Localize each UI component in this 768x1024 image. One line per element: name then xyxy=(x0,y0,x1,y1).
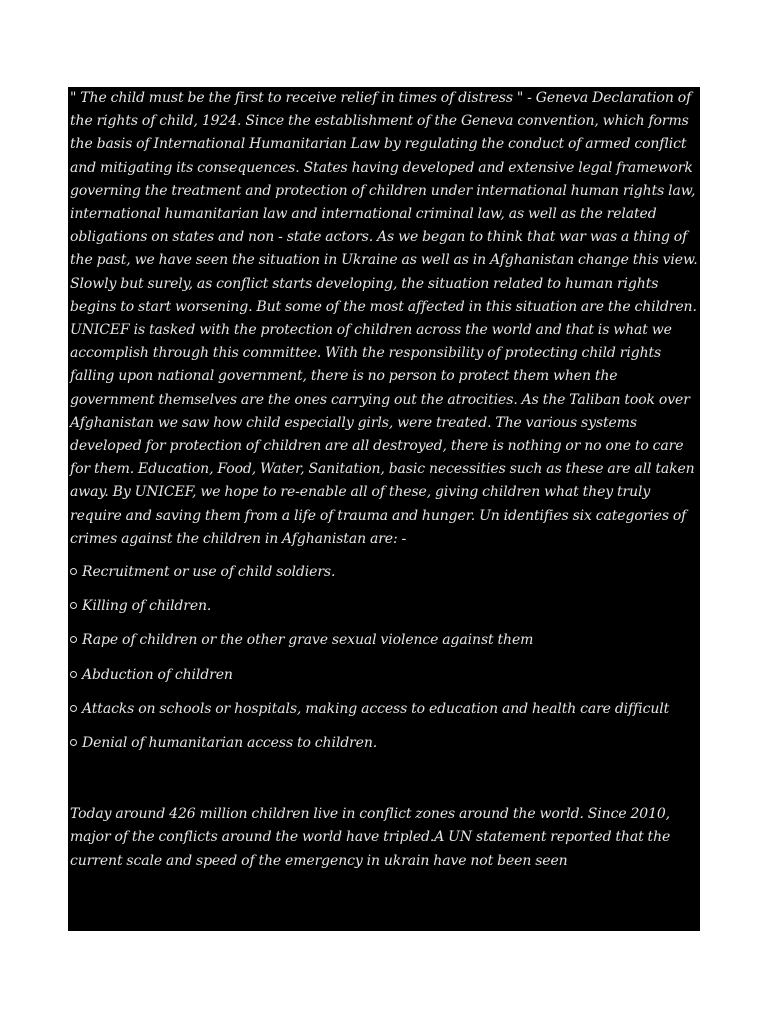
list-item-text: Recruitment or use of child soldiers. xyxy=(82,564,336,581)
bullet-circle-icon xyxy=(70,705,77,712)
list-item xyxy=(70,561,698,584)
crime-categories-list xyxy=(70,561,698,755)
list-item xyxy=(70,732,698,755)
intro-paragraph: " The child must be the first to receive relief in times of distress " - Geneva Declaration of the rights of child, 1924. Since the establishment of the Geneva convention, which forms the basis of International Humanitarian Law by regulating the conduct of armed conflict and mitigating its consequences. States having developed and extensive legal framework governing the treatment and protection of children under international human rights law, international humanitarian law and international criminal law, as well as the related obligations on states and non - state actors. As we began to think that war was a thing of the past, we have seen the situation in Ukraine as well as in Afghanistan change this view. Slowly but surely, as conflict starts developing, the situation related to human rights begins to start worsening. But some of the most affected in this situation are the children. UNICEF is tasked with the protection of children across the world and that is what we accomplish through this committee. With the responsibility of protecting child rights falling upon national government, there is no person to protect them when the government themselves are the ones carrying out the atrocities. As the Taliban took over Afghanistan we saw how child especially girls, were treated. The various systems developed for protection of children are all destroyed, there is nothing or no one to care for them. Education, Food, Water, Sanitation, basic necessities such as these are all taken away. By UNICEF, we hope to re-enable all of these, giving children what they truly require and saving them from a life of trauma and hunger. Un identifies six categories of crimes against the children in Afghanistan are: - xyxy=(70,90,698,547)
document-content xyxy=(68,87,700,873)
bullet-circle-icon xyxy=(70,568,77,575)
list-item-text: Killing of children. xyxy=(82,598,212,615)
list-item-text: Attacks on schools or hospitals, making access to education and health care difficult xyxy=(82,700,670,717)
bullet-circle-icon xyxy=(70,636,77,643)
bullet-circle-icon xyxy=(70,671,77,678)
bullet-circle-icon xyxy=(70,602,77,609)
document-panel xyxy=(68,87,700,931)
closing-paragraph: Today around 426 million children live in conflict zones around the world. Since 2010, major of the conflicts around the world have tripled.A UN statement reported that the current scale and speed of the emergency in ukrain have not been seen xyxy=(70,806,671,869)
list-item-text: Rape of children or the other grave sexual violence against them xyxy=(82,632,534,649)
list-item xyxy=(70,664,698,687)
bullet-circle-icon xyxy=(70,739,77,746)
list-item xyxy=(70,629,698,652)
list-item xyxy=(70,595,698,618)
list-item-text: Abduction of children xyxy=(82,666,233,683)
list-item xyxy=(70,698,698,721)
list-item-text: Denial of humanitarian access to children. xyxy=(82,735,378,752)
